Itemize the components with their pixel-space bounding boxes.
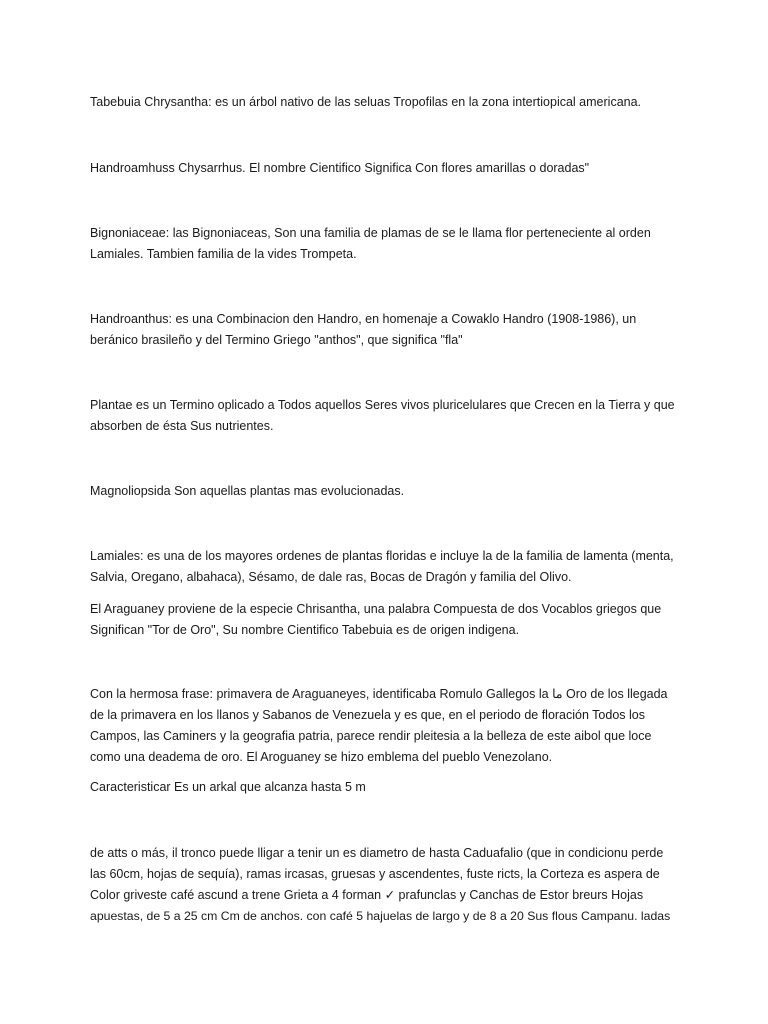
text-line: Lamiales. Tambien familia de la vides Trompeta. [90,247,357,261]
text-line: El Araguaney proviene de la especie Chrisantha, una palabra Compuesta de dos Vocablos griegos que [90,602,662,616]
paragraph-handroamhuss [90,158,680,179]
paragraph-bignoniaceae [90,223,680,265]
text-line: como una deadema de oro. El Aroguaney se hizo emblema del pueblo Venezolano. [90,750,553,764]
text-line: Bignoniaceae: las Bignoniaceas, Son una familia de plamas de se le llama flor perteneciente al orden [90,226,651,240]
text-line: las 60cm, hojas de sequía), ramas ircasas, gruesas y ascendentes, fuste ricts, la Corteza es aspera de [90,867,660,881]
text-line: Campos, las Caminers y la geografia patria, parece rendir pleitesia a la belleza de este aibol que loce [90,729,652,743]
paragraph-araguaney-origen [90,599,680,641]
text-line: apuestas, de 5 a 25 cm Cm de anchos. con café 5 hajuelas de largo y de 8 a 20 Sus flous Campanu. ladas [90,909,671,923]
text-line: de la primavera en los llanos y Sabanos de Venezuela y es que, en el periodo de floración Todos los [90,708,645,722]
text-line: Magnoliopsida Son aquellas plantas mas evolucionadas. [90,484,405,498]
paragraph-hermosa-frase [90,684,680,768]
paragraph-handroanthus [90,309,680,351]
text-line: Con la hermosa frase: primavera de Araguaneyes, identificaba Romulo Gallegos la ما Oro de los llegada [90,687,668,701]
text-line: absorben de ésta Sus nutrientes. [90,419,274,433]
text-line: Plantae es un Termino oplicado a Todos aquellos Seres vivos pluricelulares que Crecen en la Tierra y que [90,398,675,412]
paragraph-caracteristicas [90,777,680,798]
paragraph-lamiales [90,546,680,588]
text-line: Handroamhuss Chysarrhus. El nombre Cientifico Significa Con flores amarillas o doradas" [90,161,590,175]
text-line: Salvia, Oregano, albahaca), Sésamo, de dale ras, Bocas de Dragón y familia del Olivo. [90,570,572,584]
text-line: de atts o más, il tronco puede lligar a tenir un es diametro de hasta Caduafalio (que in condicionu perde [90,846,664,860]
paragraph-tabebuia-chrysantha [90,92,680,113]
text-line: Lamiales: es una de los mayores ordenes de plantas floridas e incluye la de la familia de lamenta (menta, [90,549,674,563]
text-line: Color griveste café ascund a trene Grieta a 4 forman ✓ prafunclas y Canchas de Estor breurs Hojas [90,888,644,902]
text-line: Tabebuia Chrysantha: es un árbol nativo de las seluas Tropofilas en la zona intertiopical americana. [90,95,642,109]
text-line: Caracteristicar Es un arkal que alcanza hasta 5 m [90,780,366,794]
paragraph-magnoliopsida [90,481,680,502]
text-line: Handroanthus: es una Combinacion den Handro, en homenaje a Cowaklo Handro (1908-1986), un [90,312,637,326]
text-line: Significan "Tor de Oro", Su nombre Cientifico Tabebuia es de origen indigena. [90,623,520,637]
paragraph-plantae [90,395,680,437]
paragraph-descripcion [90,843,680,927]
text-line: beránico brasileño y del Termino Griego "anthos", que significa "fla" [90,333,463,347]
